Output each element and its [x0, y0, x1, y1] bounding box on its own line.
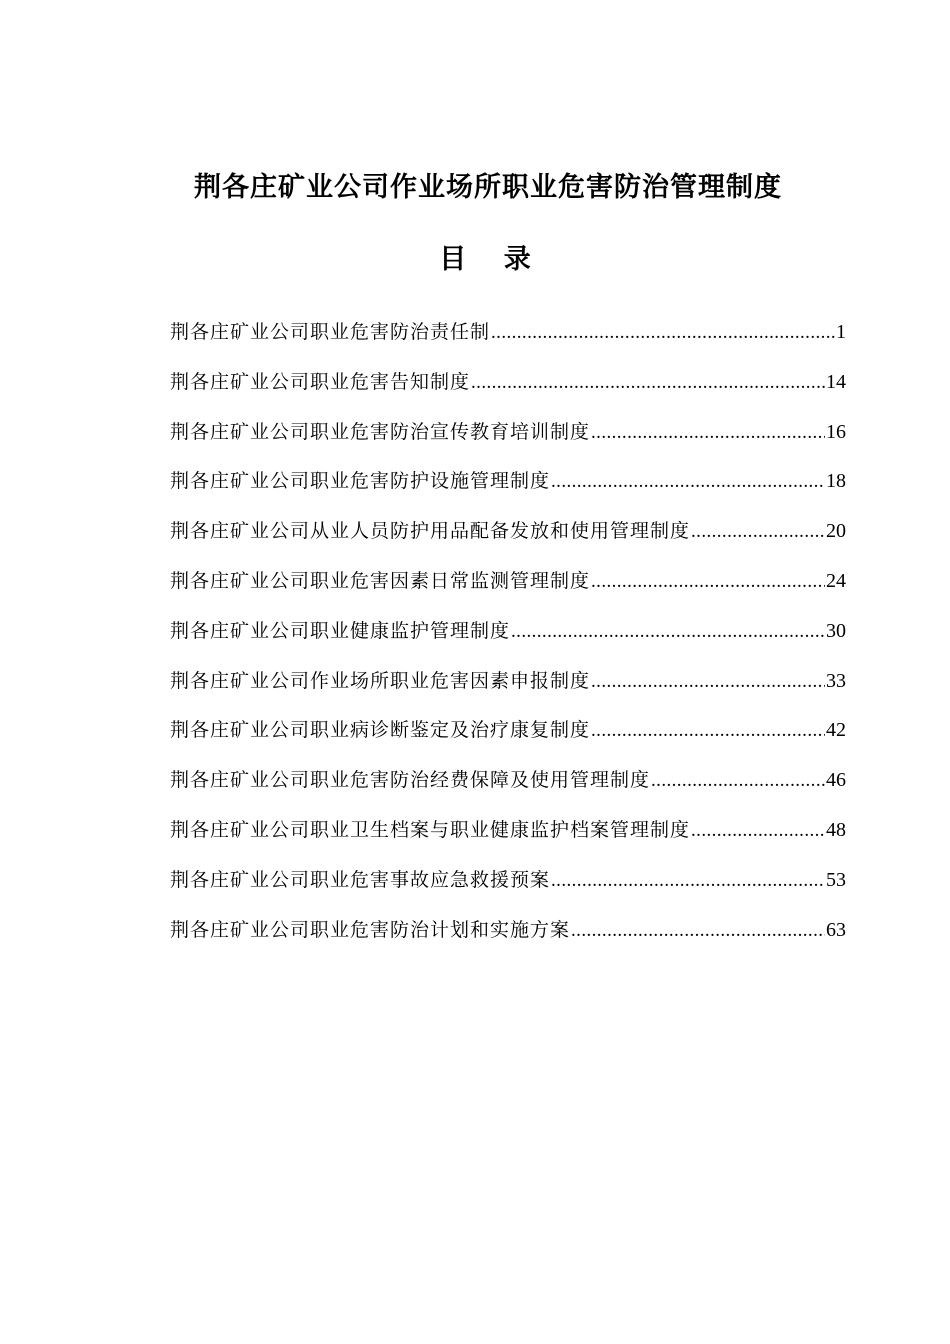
toc-dot-leader [591, 711, 825, 751]
toc-entry-title: 荆各庄矿业公司职业危害防治计划和实施方案 [170, 918, 571, 941]
toc-entry-title: 荆各庄矿业公司作业场所职业危害因素申报制度 [170, 669, 591, 692]
toc-entry-title: 荆各庄矿业公司从业人员防护用品配备发放和使用管理制度 [170, 520, 691, 543]
toc-dot-leader [471, 363, 825, 403]
toc-entry[interactable] [170, 760, 846, 810]
toc-entry[interactable] [170, 910, 846, 960]
toc-entry[interactable] [170, 561, 846, 611]
toc-dot-leader [551, 861, 825, 901]
toc-entry-title: 荆各庄矿业公司职业危害事故应急救援预案 [170, 868, 551, 891]
toc-dot-leader [691, 512, 825, 552]
toc-entry[interactable] [170, 312, 846, 362]
toc-dot-leader [691, 811, 825, 851]
toc-dot-leader [591, 562, 825, 602]
toc-dot-leader [551, 462, 825, 502]
toc-entry-title: 荆各庄矿业公司职业危害防护设施管理制度 [170, 470, 551, 493]
toc-entry-title: 荆各庄矿业公司职业卫生档案与职业健康监护档案管理制度 [170, 818, 691, 841]
toc-page-number: 48 [826, 818, 846, 841]
toc-entry[interactable] [170, 511, 846, 561]
toc-entry[interactable] [170, 860, 846, 910]
toc-entry[interactable] [170, 810, 846, 860]
toc-page-number: 63 [826, 918, 846, 941]
toc-dot-leader [591, 662, 825, 702]
toc-dot-leader [571, 911, 825, 951]
toc-entry-title: 荆各庄矿业公司职业危害防治经费保障及使用管理制度 [170, 769, 651, 792]
toc-entry[interactable] [170, 412, 846, 462]
toc-dot-leader [511, 612, 825, 652]
document-title: 荆各庄矿业公司作业场所职业危害防治管理制度 [194, 172, 782, 203]
toc-entry-title: 荆各庄矿业公司职业危害告知制度 [170, 370, 471, 393]
toc-entry[interactable] [170, 461, 846, 511]
toc-entry-title: 荆各庄矿业公司职业危害防治宣传教育培训制度 [170, 420, 591, 443]
toc-dot-leader [491, 313, 835, 353]
toc-dot-leader [651, 761, 825, 801]
toc-entry[interactable] [170, 661, 846, 711]
table-of-contents [170, 312, 846, 959]
toc-heading: 目 录 [439, 244, 531, 275]
toc-entry[interactable] [170, 710, 846, 760]
toc-entry[interactable] [170, 362, 846, 412]
toc-entry-title: 荆各庄矿业公司职业病诊断鉴定及治疗康复制度 [170, 719, 591, 742]
toc-page-number: 46 [826, 769, 846, 792]
toc-page-number: 20 [826, 520, 846, 543]
toc-entry-title: 荆各庄矿业公司职业危害防治责任制 [170, 321, 491, 343]
toc-page-number: 14 [826, 370, 846, 393]
toc-page-number: 24 [826, 569, 846, 592]
toc-entry[interactable] [170, 611, 846, 661]
toc-page-number: 53 [826, 868, 846, 891]
toc-page-number: 1 [836, 321, 846, 343]
toc-page-number: 30 [826, 619, 846, 642]
toc-page-number: 18 [826, 470, 846, 493]
toc-page-number: 33 [826, 669, 846, 692]
toc-page-number: 16 [826, 420, 846, 443]
toc-dot-leader [591, 413, 825, 453]
toc-entry-title: 荆各庄矿业公司职业健康监护管理制度 [170, 619, 511, 642]
toc-page-number: 42 [826, 719, 846, 742]
toc-entry-title: 荆各庄矿业公司职业危害因素日常监测管理制度 [170, 569, 591, 592]
